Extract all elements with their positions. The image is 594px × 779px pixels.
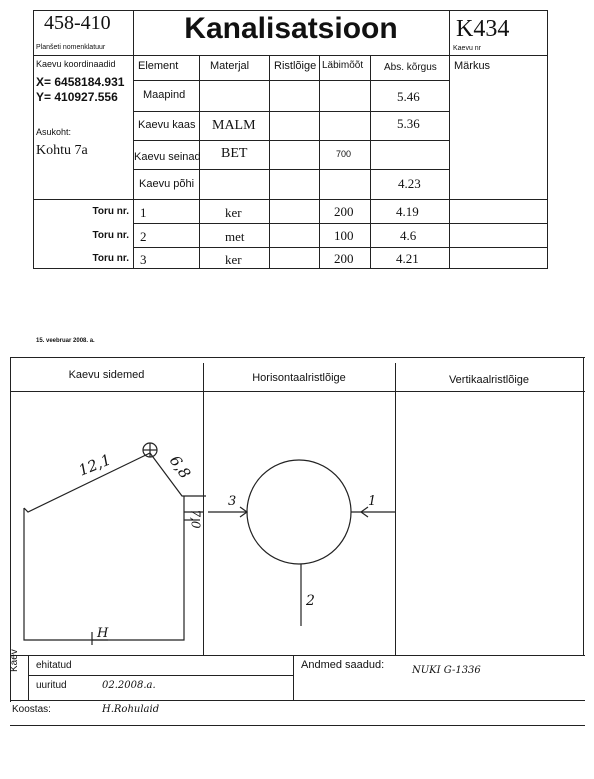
data-source-label: Andmed saadud: (301, 659, 385, 671)
house-label: H (97, 626, 109, 641)
pipe-no: 1 (140, 205, 147, 220)
horizontal-section-sketch (208, 460, 395, 626)
pipe-diameter: 200 (334, 251, 354, 266)
built-label: ehitatud (36, 660, 72, 671)
pipe-1-label: 1 (368, 494, 377, 509)
row-element: Kaevu põhi (139, 178, 195, 190)
pipe-no: 3 (140, 252, 147, 267)
pipe-3-label: 3 (228, 494, 237, 509)
pipe-elevation: 4.6 (400, 228, 417, 243)
pipe-label: Toru nr. (92, 206, 129, 217)
row-material: MALM (212, 118, 256, 133)
coords-label: Kaevu koordinaadid (36, 59, 116, 69)
col-section: Ristlõige (274, 60, 317, 72)
pipe-no: 2 (140, 229, 147, 244)
col-material: Materjal (210, 60, 250, 72)
section-connections: Kaevu sidemed (68, 369, 145, 381)
pipe-diameter: 200 (334, 204, 354, 219)
length-label: 6,8 (165, 452, 195, 482)
location-label: Asukoht: (36, 127, 72, 137)
pipe-elevation: 4.19 (396, 204, 419, 219)
pipe-material: ker (225, 205, 242, 220)
col-elevation: Abs. kõrgus (384, 62, 437, 73)
section-vertical: Vertikaalristlõige (448, 374, 530, 386)
well-number-label: Kaevu nr (453, 45, 482, 52)
pipe-elevation: 4.21 (396, 251, 419, 266)
row-elevation: 5.46 (397, 89, 420, 104)
col-remarks: Märkus (454, 60, 491, 72)
pipe-2-label: 2 (306, 593, 315, 609)
nomenclature: 458-410 (44, 12, 111, 34)
pipe-label: Toru nr. (92, 253, 129, 264)
coord-y: Y= 410927.556 (36, 90, 118, 104)
pipe-diameter: 100 (334, 228, 354, 243)
pipe-label: Toru nr. (92, 230, 129, 241)
section-horizontal: Horisontaalristlõige (252, 372, 346, 384)
data-source-value: NUKI G-1336 (412, 665, 481, 676)
location: Kohtu 7a (36, 143, 88, 158)
author-label: Koostas: (12, 704, 51, 715)
checked-label: uuritud (36, 680, 67, 691)
pipe-material: ker (225, 252, 242, 267)
col-element: Element (138, 60, 179, 72)
row-element: Kaevu seinad (134, 151, 201, 163)
coord-x: X= 6458184.931 (36, 75, 125, 89)
col-diameter: Läbimõõt (322, 60, 364, 71)
row-element: Kaevu kaas (138, 119, 196, 131)
document-date: 15. veebruar 2008. a. (36, 338, 95, 344)
checked-value: 02.2008.a. (102, 680, 156, 691)
row-diameter: 700 (336, 149, 352, 159)
row-elevation: 5.36 (397, 116, 420, 131)
row-material: BET (221, 146, 248, 161)
nomenclature-label: Planšeti nomenklatuur (36, 44, 106, 51)
footer-side-label: Kaev (9, 649, 20, 672)
well-number: K434 (456, 16, 510, 42)
row-element: Maapind (143, 89, 186, 101)
row-elevation: 4.23 (398, 176, 421, 191)
pipe-material: met (225, 229, 245, 244)
length-label: 7,0 (188, 509, 203, 529)
length-label: 12,1 (75, 450, 114, 480)
page-title: Kanalisatsioon (184, 12, 398, 45)
author-value: H.Rohulaid (102, 704, 160, 715)
